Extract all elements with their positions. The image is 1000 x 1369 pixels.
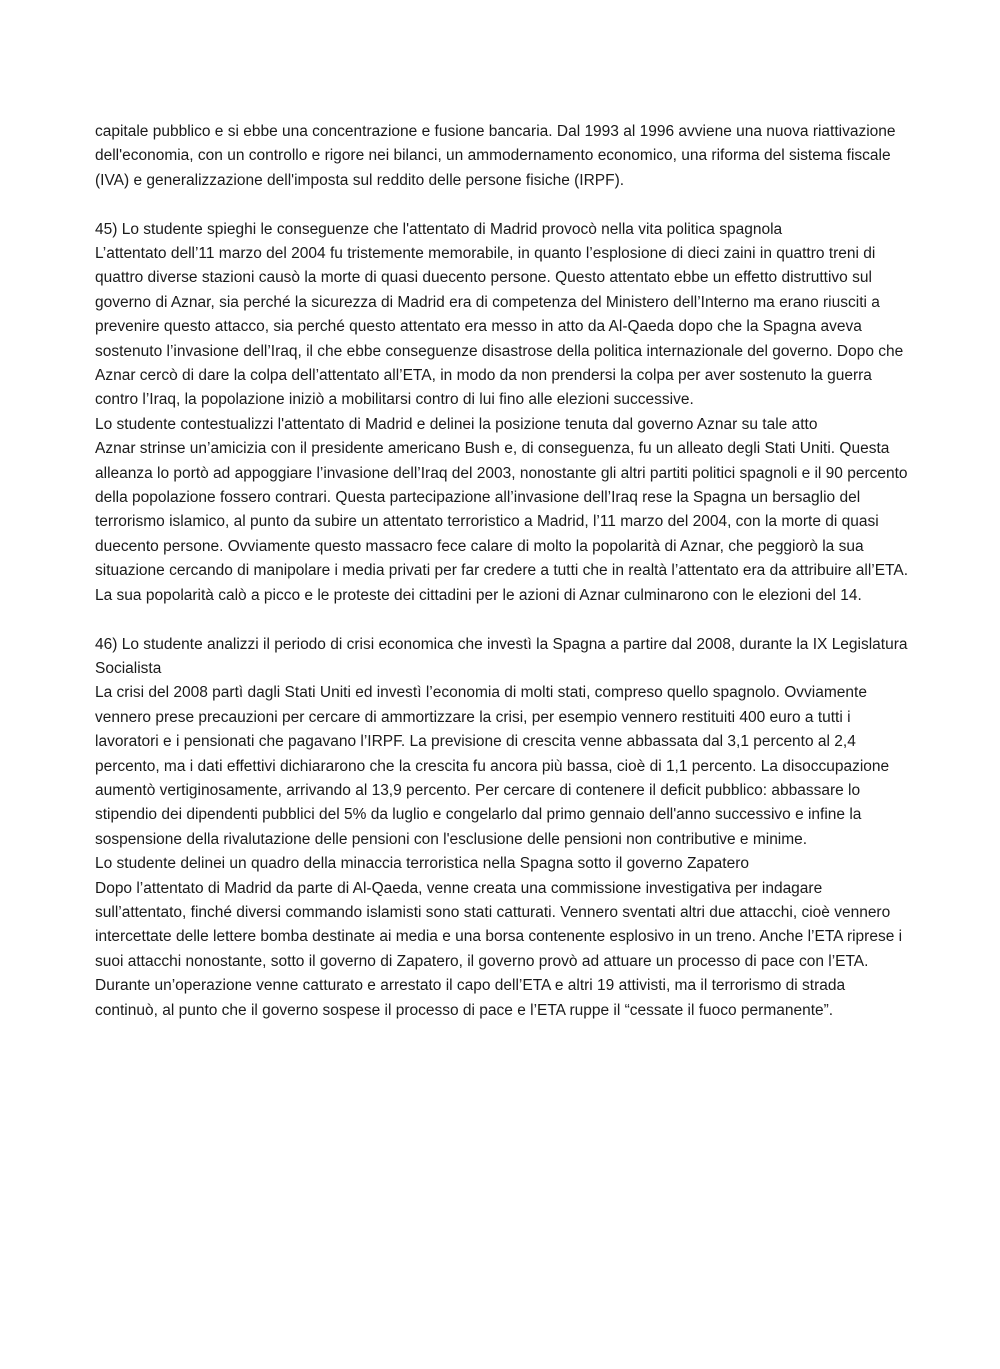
- question-46b-heading: Lo studente delinei un quadro della minaccia terroristica nella Spagna sotto il governo Zapatero: [95, 855, 749, 873]
- paragraph-gap: [95, 193, 910, 217]
- answer-45: L’attentato dell’11 marzo del 2004 fu tristemente memorabile, in quanto l’esplosione di dieci zaini in quattro treni di quattro diverse stazioni causò la morte di quasi duecento persone. Questo attentato ebbe un effetto distruttivo sul governo di Aznar, sia perché la sicurezza di Madrid era di competenza del Ministero dell’Interno ma erano riusciti a prevenire questo attacco, sia perché questo attentato era messo in atto da Al-Qaeda dopo che la Spagna aveva sostenuto l’invasione dell’Iraq, il che ebbe conseguenze disastrose della politica internazionale del governo. Dopo che Aznar cercò di dare la colpa dell’attentato all’ETA, in modo da non prendersi la colpa per aver sostenuto la guerra contro l’Iraq, la popolazione iniziò a mobilitarsi contro di lui fino alle elezioni successive.: [95, 245, 904, 409]
- answer-46b: Dopo l’attentato di Madrid da parte di Al-Qaeda, venne creata una commissione investigativa per indagare sull’attentato, finché diversi commando islamisti sono stati catturati. Vennero sventati altri due attacchi, cioè vennero intercettate delle lettere bomba destinate ai media e una borsa contenente esplosivo in un treno. Anche l’ETA riprese i suoi attacchi nonostante, sotto il governo di Zapatero, il governo provò ad attuare un processo di pace con l’ETA. Durante un’operazione venne catturato e arrestato il capo dell’ETA e altri 19 attivisti, ma il terrorismo di strada continuò, al punto che il governo sospese il processo di pace e l’ETA ruppe il “cessate il fuoco permanente”.: [95, 879, 903, 1019]
- answer-46: La crisi del 2008 partì dagli Stati Uniti ed investì l’economia di molti stati, compreso quello spagnolo. Ovviamente vennero prese precauzioni per cercare di ammortizzare la crisi, per esempio vennero restituiti 400 euro a tutti i lavoratori e i pensionati che pagavano l’IRPF. La previsione di crescita venne abbassata dal 3,1 percento al 2,4 percento, ma i dati effettivi dichiararono che la crescita fu ancora più bassa, cioè di 1,1 percento. La disoccupazione aumentò vertiginosamente, arrivando al 13,9 percento. Per cercare di contenere il deficit pubblico: abbassare lo stipendio dei dipendenti pubblici del 5% da luglio e congelarlo dal primo gennaio dell'anno successivo e infine la sospensione della rivalutazione delle pensioni con l'esclusione delle pensioni non contributive e minime.: [95, 684, 890, 848]
- document-page: [95, 120, 910, 1023]
- question-46-heading: 46) Lo studente analizzi il periodo di crisi economica che investì la Spagna a partire dal 2008, durante la IX Legislatura Socialista: [95, 635, 908, 677]
- answer-45b: Aznar strinse un’amicizia con il presidente americano Bush e, di conseguenza, fu un alleato degli Stati Uniti. Questa alleanza lo portò ad appoggiare l’invasione dell’Iraq del 2003, nonostante gli altri partiti politici spagnoli e il 90 percento della popolazione fossero contrari. Questa partecipazione all’invasione dell’Iraq rese la Spagna un bersaglio del terrorismo islamico, al punto da subire un attentato terroristico a Madrid, l’11 marzo del 2004, con la morte di quasi duecento persone. Ovviamente questo massacro fece calare di molto la popolarità di Aznar, che peggiorò la sua situazione cercando di manipolare i media privati per far credere a tutti che in realtà l’attentato era da attribuire all’ETA. La sua popolarità calò a picco e le proteste dei cittadini per le azioni di Aznar culminarono con le elezioni del 14.: [95, 440, 909, 604]
- question-45b-heading: Lo studente contestualizzi l'attentato di Madrid e delinei la posizione tenuta dal governo Aznar su tale atto: [95, 415, 818, 433]
- question-45-heading: 45) Lo studente spieghi le conseguenze che l'attentato di Madrid provocò nella vita politica spagnola: [95, 220, 783, 238]
- paragraph-intro: capitale pubblico e si ebbe una concentrazione e fusione bancaria. Dal 1993 al 1996 avviene una nuova riattivazione dell'economia, con un controllo e rigore nei bilanci, un ammodernamento economico, una riforma del sistema fiscale (IVA) e generalizzazione dell'imposta sul reddito delle persone fisiche (IRPF).: [95, 123, 896, 189]
- paragraph-gap: [95, 608, 910, 632]
